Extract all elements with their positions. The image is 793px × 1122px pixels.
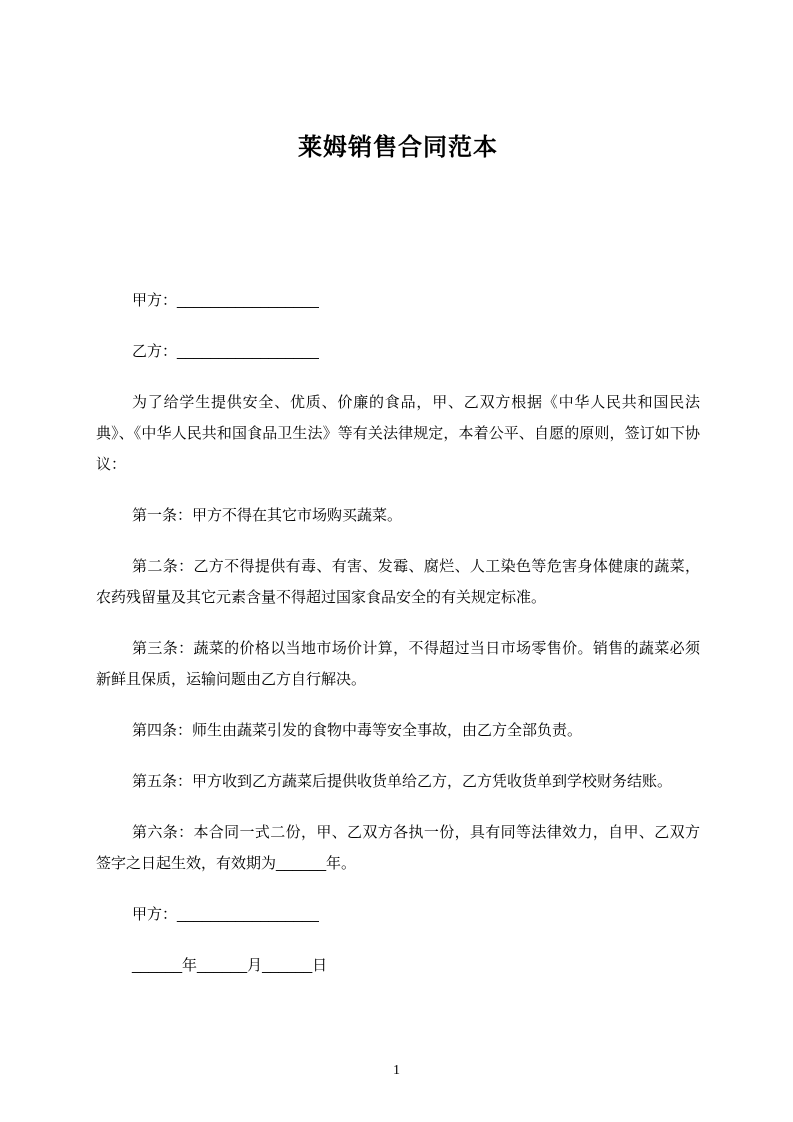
clause-2: 第二条：乙方不得提供有毒、有害、发霉、腐烂、人工染色等危害身体健康的蔬菜，农药残留量及其它元素含量不得超过国家食品安全的有关规定标准。 [96,558,700,606]
party-b-label: 乙方： [132,343,178,360]
document-title: 莱姆销售合同范本 [298,134,498,161]
party-b-field [96,336,700,367]
party-a-field [96,285,700,316]
signature-party-a-label: 甲方： [132,906,178,923]
date-line: ______年______月______日 [132,957,328,974]
clause-4: 第四条：师生由蔬菜引发的食物中毒等安全事故，由乙方全部负责。 [132,722,583,739]
signature-party-a-blank: _________________ [177,906,319,923]
clause-6: 第六条：本合同一式二份，甲、乙双方各执一份，具有同等法律效力，自甲、乙双方签字之日起生效，有效期为______年。 [96,824,700,872]
party-a-blank: _________________ [177,292,319,309]
preamble-paragraph: 为了给学生提供安全、优质、价廉的食品，甲、乙双方根据《中华人民共和国民法典》、《中华人民共和国食品卫生法》等有关法律规定，本着公平、自愿的原则，签订如下协议： [96,394,700,473]
signature-party-a-field [96,899,700,930]
clause-3: 第三条：蔬菜的价格以当地市场价计算，不得超过当日市场零售价。销售的蔬菜必须新鲜且保质，运输问题由乙方自行解决。 [96,640,700,688]
party-b-blank: _________________ [177,343,319,360]
page-number: 1 [393,1063,400,1078]
clause-5: 第五条：甲方收到乙方蔬菜后提供收货单给乙方，乙方凭收货单到学校财务结账。 [132,773,673,790]
party-a-label: 甲方： [132,292,178,309]
clause-1: 第一条：甲方不得在其它市场购买蔬菜。 [132,507,403,524]
